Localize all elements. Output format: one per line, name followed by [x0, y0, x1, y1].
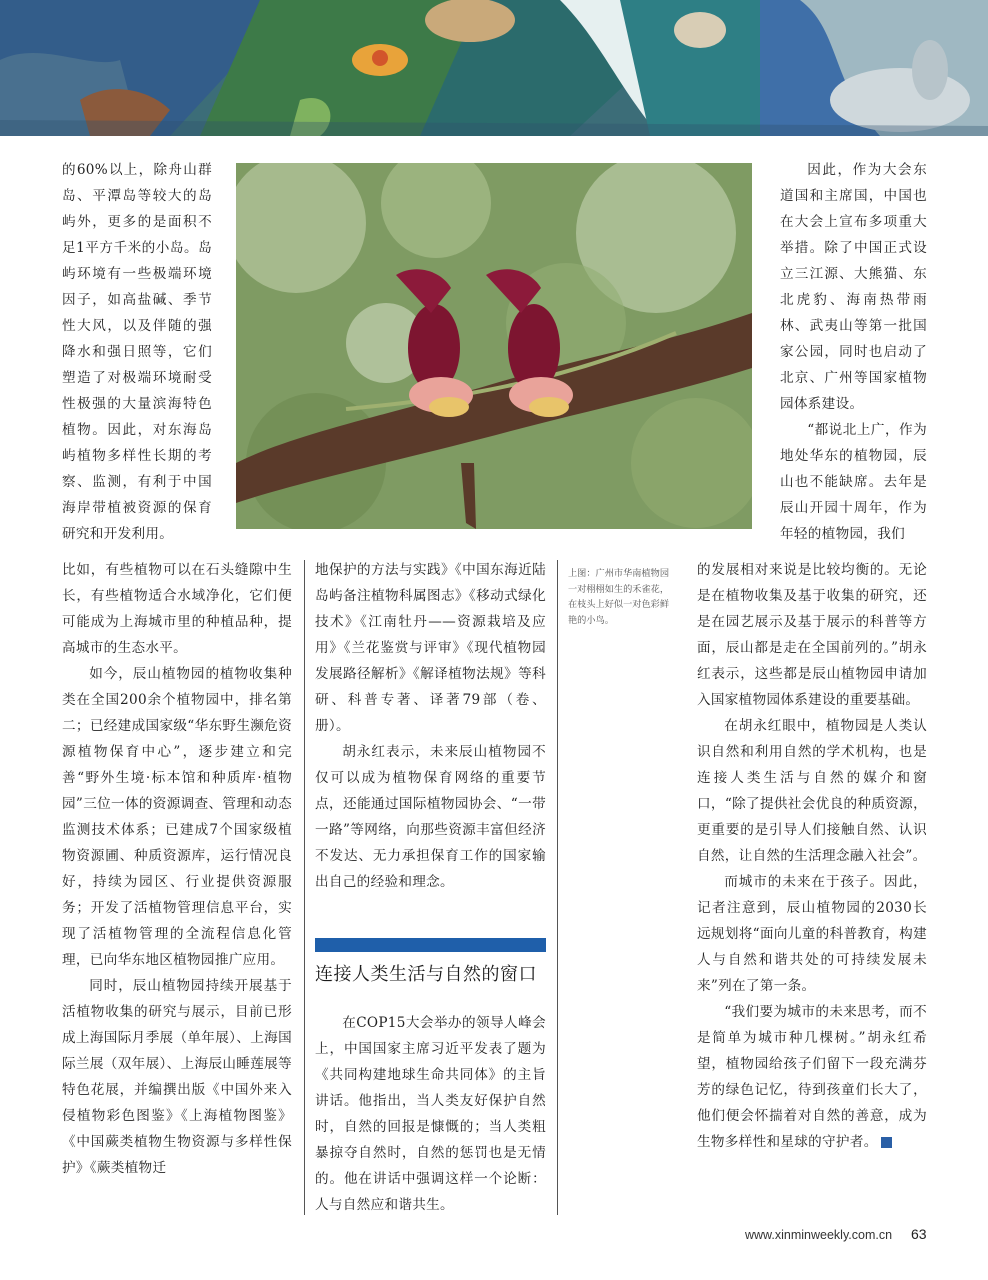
middle-paragraph-2: 胡永红表示，未来辰山植物园不仅可以成为植物保育网络的重要节点，还能通过国际植物园协会、“一带一路”等网络，向那些资源丰富但经济不发达、无力承担保育工作的国家输出自己的经验和理念。: [315, 744, 546, 890]
top-left-paragraph: [62, 157, 212, 547]
middle-paragraph-3: 在COP15大会举办的领导人峰会上，中国国家主席习近平发表了题为《共同构建地球生命共同体》的主旨讲话。他指出，当人类友好保护自然时，自然的回报是慷慨的；当人类粗暴掠夺自然时，自然的惩罚也是无情的。他在讲话中强调这样一个论断：人与自然应和谐共生。: [315, 1015, 546, 1213]
right-column: [697, 557, 927, 1155]
right-paragraph-4: [697, 999, 927, 1155]
column-divider-right: [557, 560, 558, 1215]
top-illustration-banner: [0, 0, 988, 136]
left-column: [62, 557, 292, 1181]
right-top-column: [780, 157, 927, 547]
bird-flower-photo: [236, 163, 752, 529]
page-number: 63: [911, 1226, 927, 1242]
right-top-paragraph-2: “都说北上广，作为地处华东的植物园，辰山也不能缺席。去年是辰山开园十周年，作为年轻的植物园，我们: [780, 422, 927, 542]
right-top-paragraph-1: 因此，作为大会东道国和主席国，中国也在大会上宣布多项重大举措。除了中国正式设立三江源、大熊猫、东北虎豹、海南热带雨林、武夷山等第一批国家公园，同时也启动了北京、广州等国家植物园体系建设。: [780, 162, 927, 412]
end-mark-icon: 民: [881, 1137, 892, 1148]
section-heading-bar: [315, 938, 546, 952]
left-paragraph-2: 如今，辰山植物园的植物收集种类在全国200余个植物园中，排名第二；已经建成国家级“华东野生濒危资源植物保育中心”，逐步建立和完善“野外生境·标本馆和种质库·植物园”三位一体的资源调查、管理和动态监测技术体系；已建成7个国家级植物资源圃、种质资源库，运行情况良好，持续为园区、行业提供资源服务；开发了活植物管理信息平台，实现了活植物管理的全流程信息化管理，已向华东地区植物园推广应用。: [62, 666, 292, 968]
footer-url[interactable]: www.xinminweekly.com.cn: [745, 1228, 893, 1242]
right-paragraph-2: 在胡永红眼中，植物园是人类认识自然和利用自然的学术机构，也是连接人类生活与自然的媒介和窗口，“除了提供社会优良的种质资源，更重要的是引导人们接触自然、认识自然，让自然的生活理念融入社会”。: [697, 718, 927, 864]
photo-caption: 上图：广州市华南植物园一对栩栩如生的禾雀花，在枝头上好似一对色彩鲜艳的小鸟。: [568, 568, 670, 626]
column-divider-left: [304, 560, 305, 1215]
right-paragraph-1: 的发展相对来说是比较均衡的。无论是在植物收集及基于收集的研究，还是在园艺展示及基于展示的科普等方面，辰山都是走在全国前列的。”胡永红表示，这些都是辰山植物园申请加入国家植物园体系建设的重要基础。: [697, 562, 927, 708]
middle-column: [315, 557, 546, 895]
middle-paragraph-1: 地保护的方法与实践》《中国东海近陆岛屿备注植物科属图志》《移动式绿化技术》《江南牡丹——资源栽培及应用》《兰花鉴赏与评审》《现代植物园发展路径解析》《解译植物法规》等科研、科普专著、译著79部（卷、册）。: [315, 562, 546, 734]
left-paragraph-3: 同时，辰山植物园持续开展基于活植物收集的研究与展示，目前已形成上海国际月季展（单年展）、上海国际兰展（双年展）、上海辰山睡莲展等特色花展，并编撰出版《中国外来入侵植物彩色图鉴》《上海植物图鉴》《中国蕨类植物生物资源与多样性保护》《蕨类植物迁: [62, 978, 292, 1176]
left-paragraph-1: 比如，有些植物可以在石头缝隙中生长，有些植物适合水域净化，它们便可能成为上海城市里的种植品种，提高城市的生态水平。: [62, 562, 292, 656]
middle-column-lower: [315, 1010, 546, 1218]
right-paragraph-3: 而城市的未来在于孩子。因此，记者注意到，辰山植物园的2030长远规划将“面向儿童的科普教育，构建人与自然和谐共处的可持续发展未来”列在了第一条。: [697, 874, 927, 994]
section-heading: 连接人类生活与自然的窗口: [315, 964, 537, 985]
intro-island-text: 的60%以上，除舟山群岛、平潭岛等较大的岛屿外，更多的是面积不足1平方千米的小岛。岛屿环境有一些极端环境因子，如高盐碱、季节性大风，以及伴随的强降水和强日照等，它们塑造了对极端环境耐受性极强的大量滨海特色植物。因此，对东海岛屿植物多样性长期的考察、监测，有利于中国海岸带植被资源的保育研究和开发利用。: [62, 162, 212, 542]
closing-text: “我们要为城市的未来思考，而不是简单为城市种几棵树。”胡永红希望，植物园给孩子们留下一段充满芬芳的绿色记忆，待到孩童们长大了，他们便会怀揣着对自然的善意，成为生物多样性和星球的守护者。: [697, 1004, 927, 1150]
